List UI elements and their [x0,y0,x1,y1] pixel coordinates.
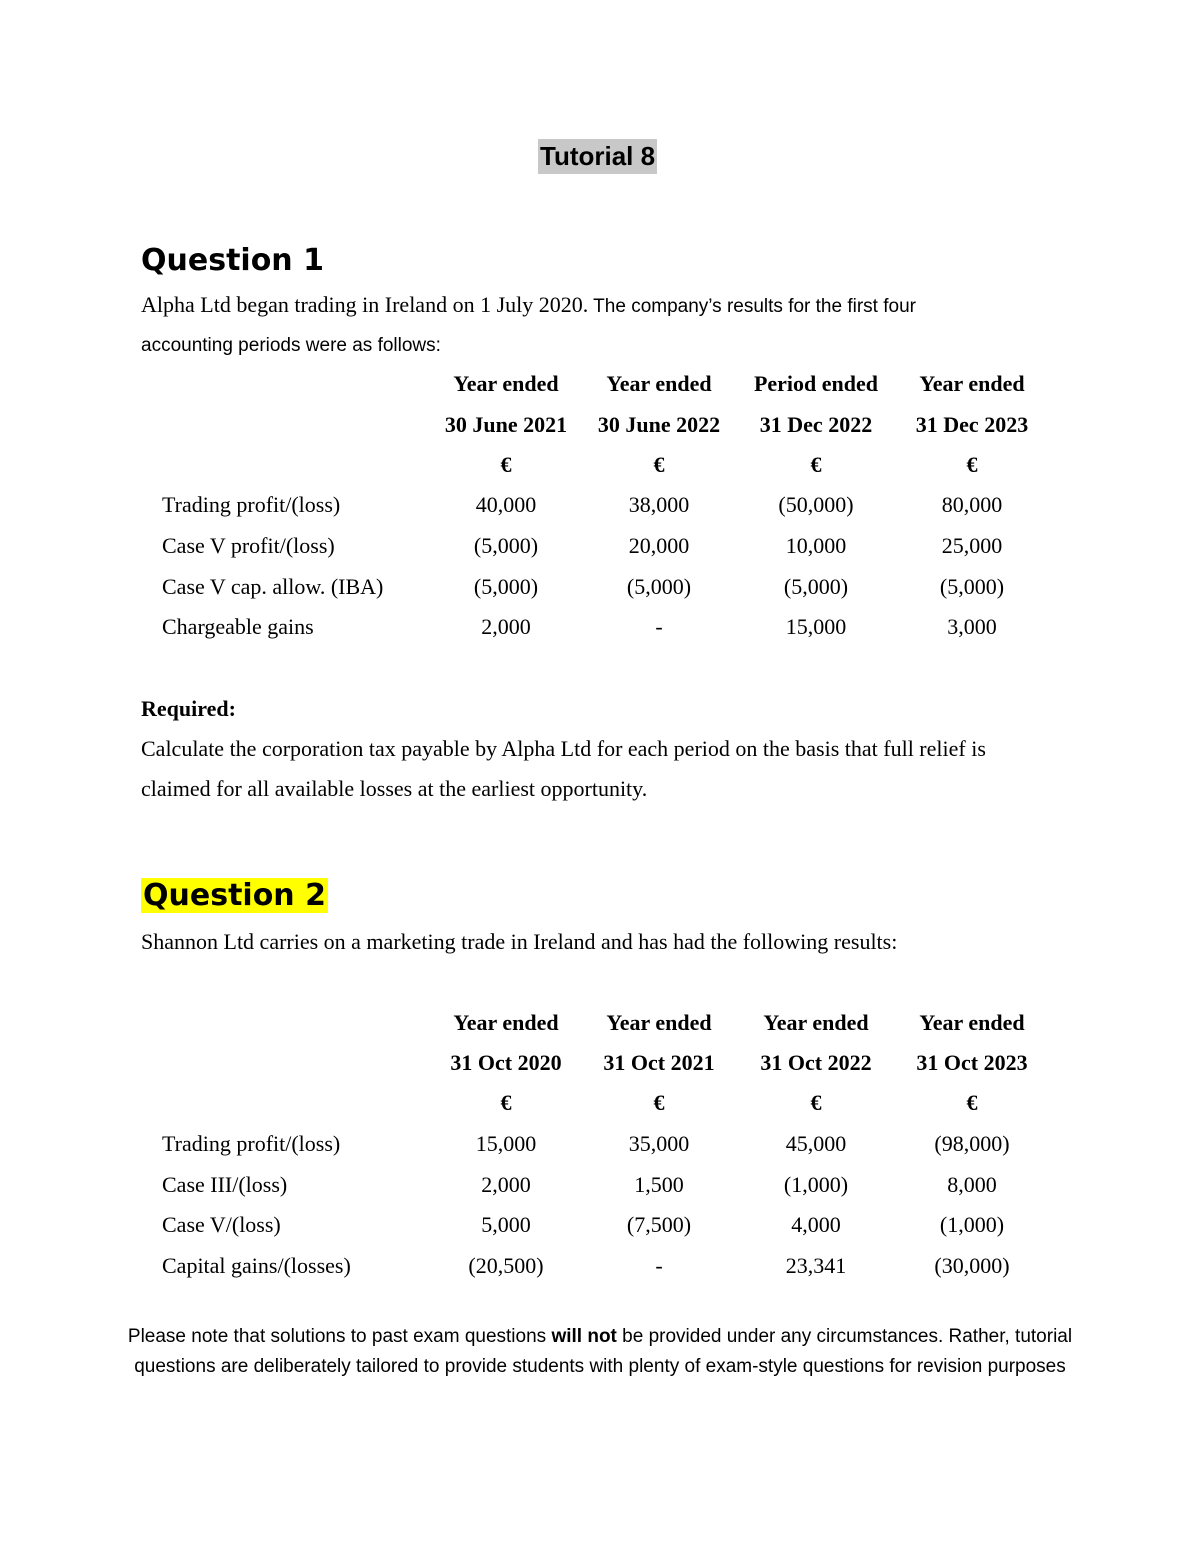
q1-col-1-date: 30 June 2021 [444,412,568,437]
q1-col-4-date: 31 Dec 2023 [915,412,1029,437]
q2-col-2-currency: € [653,1090,665,1115]
q1-col-3-currency: € [810,452,822,477]
q1-cell: (5,000) [473,574,539,599]
q2-cell: - [655,1253,663,1278]
q2-col-3-date: 31 Oct 2022 [760,1050,872,1075]
q2-col-2-date: 31 Oct 2021 [603,1050,715,1075]
q1-row-label: Trading profit/(loss) [162,492,341,517]
required-text-line-1: Calculate the corporation tax payable by Alpha Ltd for each period on the basis that full relief is [141,736,986,761]
q2-cell: 45,000 [785,1131,847,1156]
q2-cell: (20,500) [468,1253,544,1278]
q2-cell: 2,000 [481,1172,531,1197]
question-1-heading: Question 1 [141,243,324,278]
question-2-heading [141,876,328,916]
q1-cell: - [655,614,663,639]
q1-cell: 10,000 [785,533,847,558]
q2-col-3-currency: € [810,1090,822,1115]
q2-cell: 4,000 [791,1212,841,1237]
q1-cell: 25,000 [941,533,1003,558]
q1-col-3-header: Period ended [753,371,879,396]
q2-cell: (7,500) [626,1212,692,1237]
footer-note-emphasis: will not [551,1326,617,1347]
q2-col-1-header: Year ended [453,1010,559,1035]
q2-cell: 1,500 [634,1172,684,1197]
q1-col-2-currency: € [653,452,665,477]
q2-row-label: Case III/(loss) [162,1172,288,1197]
q2-cell: (1,000) [939,1212,1005,1237]
q1-cell: (5,000) [473,533,539,558]
footer-note [100,1322,1100,1382]
question-2-heading-highlight: Question 2 [143,878,326,913]
q2-cell: (1,000) [783,1172,849,1197]
q1-cell: 2,000 [481,614,531,639]
q2-cell: 8,000 [947,1172,997,1197]
q1-cell: (5,000) [626,574,692,599]
question-2-intro: Shannon Ltd carries on a marketing trade in Ireland and has had the following results: [141,929,898,954]
q2-cell: 35,000 [628,1131,690,1156]
q1-col-3-date: 31 Dec 2022 [759,412,873,437]
q2-col-2-header: Year ended [606,1010,712,1035]
q1-cell: 20,000 [628,533,690,558]
question-1-intro-line-1 [141,290,916,323]
question-1-intro-sans: The company’s results for the first four [588,296,916,317]
q2-col-1-currency: € [500,1090,512,1115]
q1-cell: (5,000) [783,574,849,599]
q2-col-1-date: 31 Oct 2020 [450,1050,562,1075]
question-1-intro-serif: Alpha Ltd began trading in Ireland on 1 July 2020. [141,292,589,317]
q2-row-label: Trading profit/(loss) [162,1131,341,1156]
question-1-intro-line-2: accounting periods were as follows: [141,335,441,356]
q1-cell: 15,000 [785,614,847,639]
q1-col-2-date: 30 June 2022 [597,412,721,437]
q2-cell: 23,341 [785,1253,847,1278]
q1-cell: 3,000 [947,614,997,639]
q1-col-4-header: Year ended [919,371,1025,396]
q1-cell: (5,000) [939,574,1005,599]
q2-cell: (98,000) [934,1131,1010,1156]
q2-col-3-header: Year ended [763,1010,869,1035]
q1-cell: 38,000 [628,492,690,517]
footer-note-part-2: be provided under any circumstances. Rather, tutorial questions are deliberately tailored to provide students with plenty of exam-style questions for revision purposes [134,1326,1073,1377]
q2-row-label: Case V/(loss) [162,1212,281,1237]
q2-col-4-currency: € [966,1090,978,1115]
q1-row-label: Case V cap. allow. (IBA) [162,574,384,599]
q2-cell: 15,000 [475,1131,537,1156]
q1-col-1-header: Year ended [453,371,559,396]
q1-col-4-currency: € [966,452,978,477]
required-label: Required: [141,696,236,721]
q1-row-label: Chargeable gains [162,614,314,639]
q2-col-4-date: 31 Oct 2023 [916,1050,1028,1075]
q2-cell: (30,000) [934,1253,1010,1278]
footer-note-part-1: Please note that solutions to past exam questions [127,1326,552,1347]
required-text-line-2: claimed for all available losses at the earliest opportunity. [141,776,648,801]
q1-row-label: Case V profit/(loss) [162,533,335,558]
q1-cell: 40,000 [475,492,537,517]
document-title: Tutorial 8 [538,139,657,174]
q1-cell: (50,000) [778,492,854,517]
q1-col-2-header: Year ended [606,371,712,396]
q1-cell: 80,000 [941,492,1003,517]
q2-col-4-header: Year ended [919,1010,1025,1035]
q2-row-label: Capital gains/(losses) [162,1253,351,1278]
q1-col-1-currency: € [500,452,512,477]
q2-cell: 5,000 [481,1212,531,1237]
